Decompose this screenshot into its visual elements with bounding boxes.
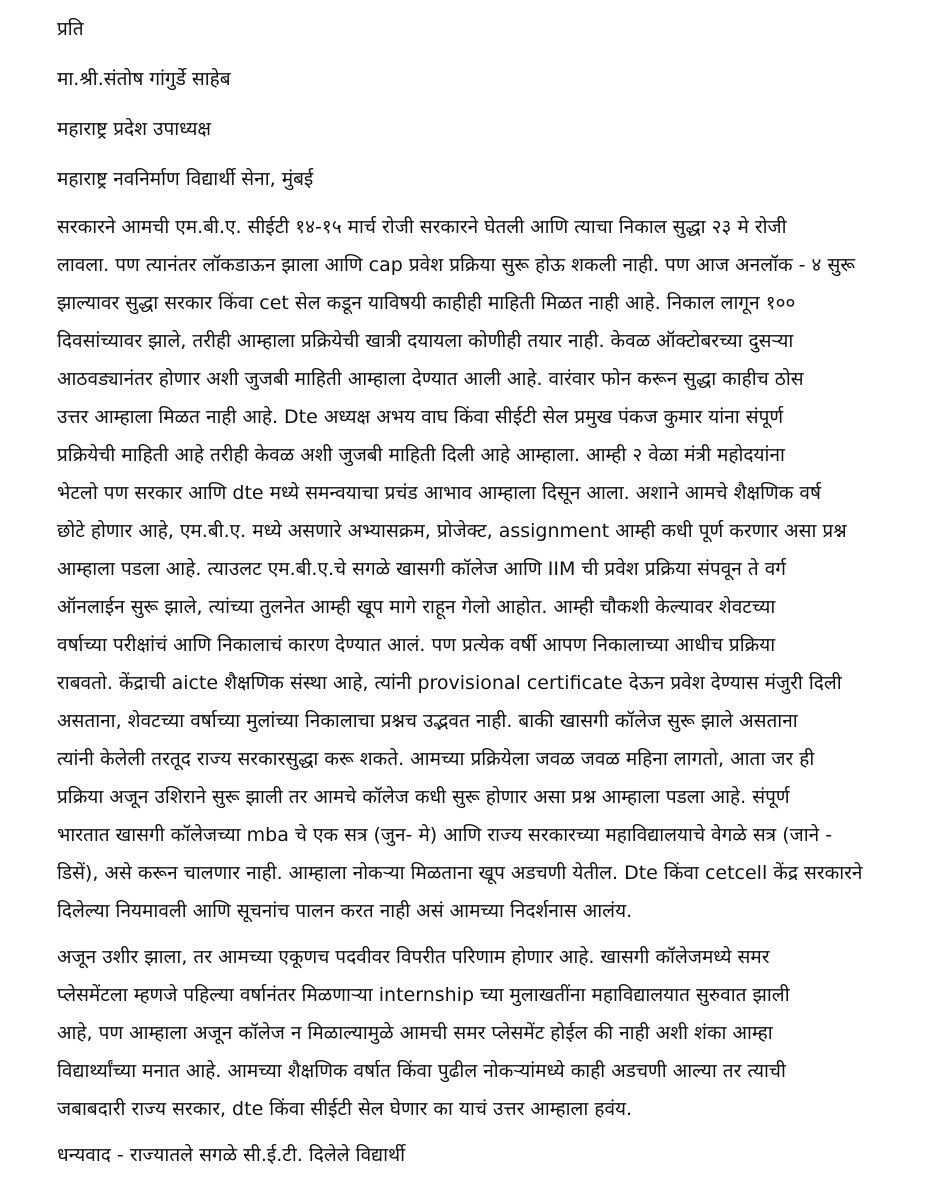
paragraph-line: छोटे होणार आहे, एम.बी.ए. मध्ये असणारे अभ्यासक्रम, प्रोजेक्ट, assignment आम्ही कधी पूर्ण करणार असा प्रश्न [57,520,847,542]
recipient-org: महाराष्ट्र नवनिर्माण विद्यार्थी सेना, मुंबई [57,168,314,190]
paragraph-line: लावला. पण त्यानंतर लॉकडाऊन झाला आणि cap प्रवेश प्रक्रिया सुरू होऊ शकली नाही. पण आज अनलॉक - ४ सुरू [57,254,856,276]
paragraph-line: भेटलो पण सरकार आणि dte मध्ये समन्वयाचा प्रचंड आभाव आम्हाला दिसून आला. अशाने आमचे शैक्षणिक वर्ष [57,482,821,504]
closing-line: धन्यवाद - राज्यातले सगळे सी.ई.टी. दिलेले विद्यार्थी [57,1144,406,1166]
paragraph-line: उत्तर आम्हाला मिळत नाही आहे. Dte अध्यक्ष अभय वाघ किंवा सीईटी सेल प्रमुख पंकज कुमार यांना संपूर्ण [57,406,784,428]
recipient-name: मा.श्री.संतोष गांगुर्डे साहेब [57,68,231,90]
paragraph-line: सरकारने आमची एम.बी.ए. सीईटी १४-१५ मार्च रोजी सरकारने घेतली आणि त्याचा निकाल सुद्धा २३ मे रोजी [57,216,787,238]
paragraph-line: जबाबदारी राज्य सरकार, dte किंवा सीईटी सेल घेणार का याचं उत्तर आम्हाला हवंय. [57,1098,633,1120]
paragraph-line: डिसें), असे करून चालणार नाही. आम्हाला नोकऱ्या मिळताना खूप अडचणी येतील. Dte किंवा cetcell केंद्र सरकारने [57,862,863,884]
paragraph-line: प्रक्रियेची माहिती आहे तरीही केवळ अशी जुजबी माहिती दिली आहे आम्हाला. आम्ही २ वेळा मंत्री महोदयांना [57,444,785,466]
paragraph-line: दिवसांच्यावर झाले, तरीही आम्हाला प्रक्रियेची खात्री दयायला कोणीही तयार नाही. केवळ ऑक्टोबरच्या दुसऱ्या [57,330,794,352]
paragraph-line: दिलेल्या नियमावली आणि सूचनांच पालन करत नाही असं आमच्या निदर्शनास आलंय. [57,900,633,922]
paragraph-line: आहे, पण आम्हाला अजून कॉलेज न मिळाल्यामुळे आमची समर प्लेसमेंट होईल की नाही अशी शंका आम्हा [57,1022,773,1044]
paragraph-line: प्रक्रिया अजून उशिराने सुरू झाली तर आमचे कॉलेज कधी सुरू होणार असा प्रश्न आम्हाला पडला आहे. संपूर्ण [57,786,790,808]
paragraph-line: झाल्यावर सुद्धा सरकार किंवा cet सेल कडून याविषयी काहीही माहिती मिळत नाही आहे. निकाल लागून १०० [57,292,796,314]
paragraph-line: त्यांनी केलेली तरतूद राज्य सरकारसुद्धा करू शकते. आमच्या प्रक्रियेला जवळ जवळ महिना लागतो, आता जर ही [57,748,815,770]
paragraph-line: आठवड्यानंतर होणार अशी जुजबी माहिती आम्हाला देण्यात आली आहे. वारंवार फोन करून सुद्धा काहीच ठोस [57,368,804,390]
paragraph-line: राबवतो. केंद्राची aicte शैक्षणिक संस्था आहे, त्यांनी provisional certificate देऊन प्रवेश देण्यास मंजुरी दिली [57,672,842,694]
salutation: प्रति [57,18,84,40]
paragraph-line: प्लेसमेंटला म्हणजे पहिल्या वर्षानंतर मिळणाऱ्या internship च्या मुलाखतींना महाविद्यालयात सुरुवात झाली [57,984,790,1006]
paragraph-line: विद्यार्थ्यांच्या मनात आहे. आमच्या शैक्षणिक वर्षात किंवा पुढील नोकऱ्यांमध्ये काही अडचणी आल्या तर त्याची [57,1060,786,1082]
paragraph-line: अजून उशीर झाला, तर आमच्या एकूणच पदवीवर विपरीत परिणाम होणार आहे. खासगी कॉलेजमध्ये समर [57,946,770,968]
paragraph-line: ऑनलाईन सुरू झाले, त्यांच्या तुलनेत आम्ही खूप मागे राहून गेलो आहोत. आम्ही चौकशी केल्यावर शेवटच्या [57,596,776,618]
paragraph-line: वर्षाच्या परीक्षांचं आणि निकालाचं कारण देण्यात आलं. पण प्रत्येक वर्षी आपण निकालाच्या आधीच प्रक्रिया [57,634,776,656]
paragraph-line: भारतात खासगी कॉलेजच्या mba चे एक सत्र (जुन- मे) आणि राज्य सरकारच्या महाविद्यालयाचे वेगळे सत्र (जाने - [57,824,833,846]
paragraph-line: आम्हाला पडला आहे. त्याउलट एम.बी.ए.चे सगळे खासगी कॉलेज आणि IIM ची प्रवेश प्रक्रिया संपवून ते वर्ग [57,558,786,580]
recipient-title: महाराष्ट्र प्रदेश उपाध्यक्ष [57,118,211,140]
paragraph-line: असताना, शेवटच्या वर्षाच्या मुलांच्या निकालाचा प्रश्नच उद्भवत नाही. बाकी खासगी कॉलेज सुरू झाले असताना [57,710,798,732]
